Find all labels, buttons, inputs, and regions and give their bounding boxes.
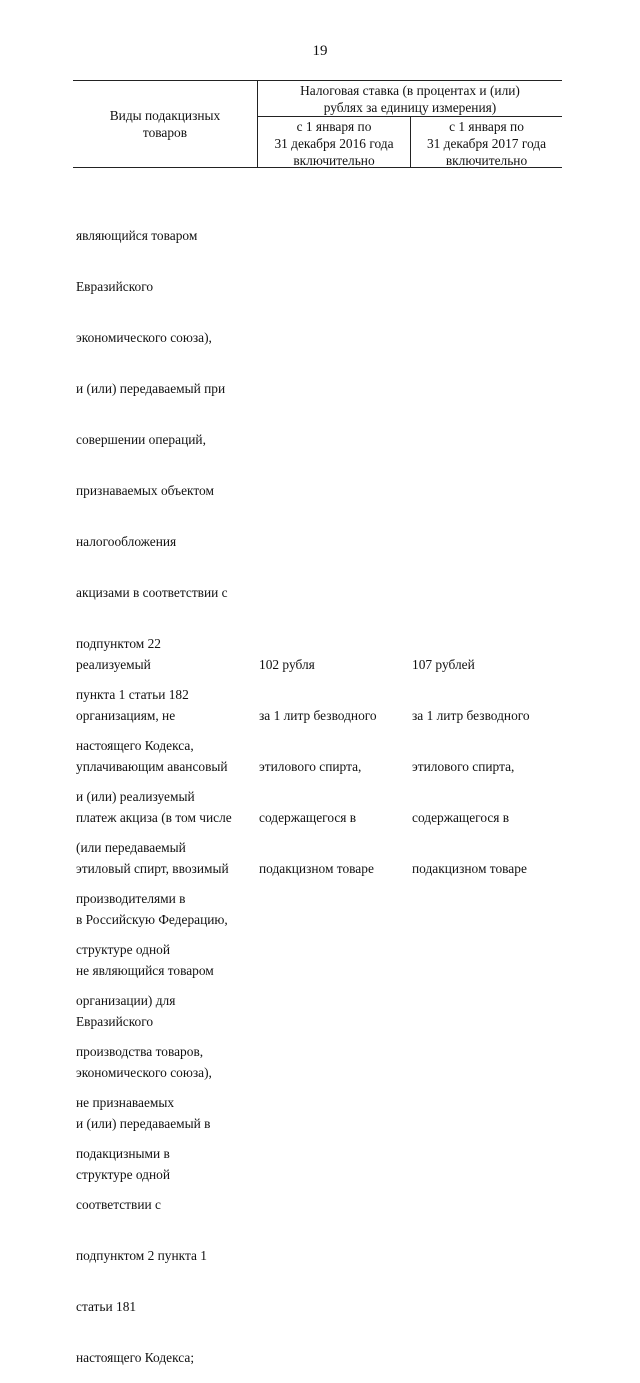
- table-header: [73, 80, 562, 168]
- text-line: этилового спирта,: [259, 759, 362, 774]
- header-top-border: [73, 80, 562, 81]
- block2-rate-2016: [259, 622, 377, 894]
- text-line: (или передаваемый: [76, 840, 186, 855]
- text-line: и (или) передаваемый при: [76, 381, 226, 396]
- text-line: производства товаров,: [76, 1044, 204, 1059]
- text-line: совершении операций,: [76, 432, 206, 447]
- text-line: этилового спирта,: [412, 759, 515, 774]
- header-period-line: с 1 января по: [296, 119, 372, 134]
- text-line: подакцизном товаре: [412, 861, 527, 876]
- header-period-2017: [411, 118, 562, 169]
- text-line: структуре одной: [76, 1167, 171, 1182]
- text-line: содержащегося в: [412, 810, 510, 825]
- text-line: настоящего Кодекса,: [76, 738, 194, 753]
- text-line: признаваемых объектом: [76, 483, 214, 498]
- header-period-line: 31 декабря 2016 года: [274, 136, 394, 151]
- page-number: 19: [312, 43, 328, 59]
- text-line: соответствии с: [76, 1197, 161, 1212]
- text-line: пункта 1 статьи 182: [76, 687, 189, 702]
- text-line: подпунктом 2 пункта 1: [76, 1248, 207, 1263]
- text-line: и (или) реализуемый: [76, 789, 195, 804]
- text-line: 102 рубля: [259, 657, 315, 672]
- text-line: статьи 181: [76, 1299, 137, 1314]
- text-line: этиловый спирт, ввозимый: [76, 861, 229, 876]
- text-line: Евразийского: [76, 1014, 154, 1029]
- text-line: производителями в: [76, 891, 186, 906]
- header-period-2016: [258, 118, 410, 169]
- text-line: уплачивающим авансовый: [76, 759, 228, 774]
- text-line: структуре одной: [76, 942, 171, 957]
- text-line: подакцизными в: [76, 1146, 170, 1161]
- text-line: акцизами в соответствии с: [76, 585, 228, 600]
- text-line: экономического союза),: [76, 1065, 212, 1080]
- header-tax-rate-line: Налоговая ставка (в процентах и (или): [300, 83, 520, 98]
- text-line: подпунктом 22: [76, 636, 161, 651]
- text-line: реализуемый: [76, 657, 151, 672]
- text-line: не являющийся товаром: [76, 963, 214, 978]
- text-line: содержащегося в: [259, 810, 357, 825]
- text-line: в Российскую Федерацию,: [76, 912, 228, 927]
- header-tax-rate: [258, 82, 562, 116]
- text-line: платеж акциза (в том числе: [76, 810, 232, 825]
- text-line: организациям, не: [76, 708, 176, 723]
- block2-rate-2017: [412, 622, 530, 894]
- header-goods-type-line: Виды подакцизных: [109, 108, 221, 123]
- text-line: настоящего Кодекса;: [76, 1350, 195, 1365]
- text-line: организации) для: [76, 993, 176, 1008]
- text-line: за 1 литр безводного: [412, 708, 530, 723]
- text-line: налогообложения: [76, 534, 177, 549]
- header-period-line: включительно: [293, 153, 375, 168]
- text-line: подакцизном товаре: [259, 861, 374, 876]
- text-line: не признаваемых: [76, 1095, 175, 1110]
- header-period-line: включительно: [445, 153, 528, 168]
- text-line: и (или) передаваемый в: [76, 1116, 211, 1131]
- text-line: 107 рублей: [412, 657, 475, 672]
- text-line: являющийся товаром: [76, 228, 198, 243]
- text-line: Евразийского: [76, 279, 154, 294]
- header-tax-rate-line: рублях за единицу измерения): [323, 100, 497, 115]
- text-line: за 1 литр безводного: [259, 708, 377, 723]
- header-goods-type-line: товаров: [142, 125, 188, 140]
- text-line: экономического союза),: [76, 330, 212, 345]
- block2-goods-description: [76, 622, 232, 1200]
- header-period-line: 31 декабря 2017 года: [426, 136, 547, 151]
- header-period-line: с 1 января по: [449, 119, 524, 134]
- header-goods-type: [73, 107, 257, 141]
